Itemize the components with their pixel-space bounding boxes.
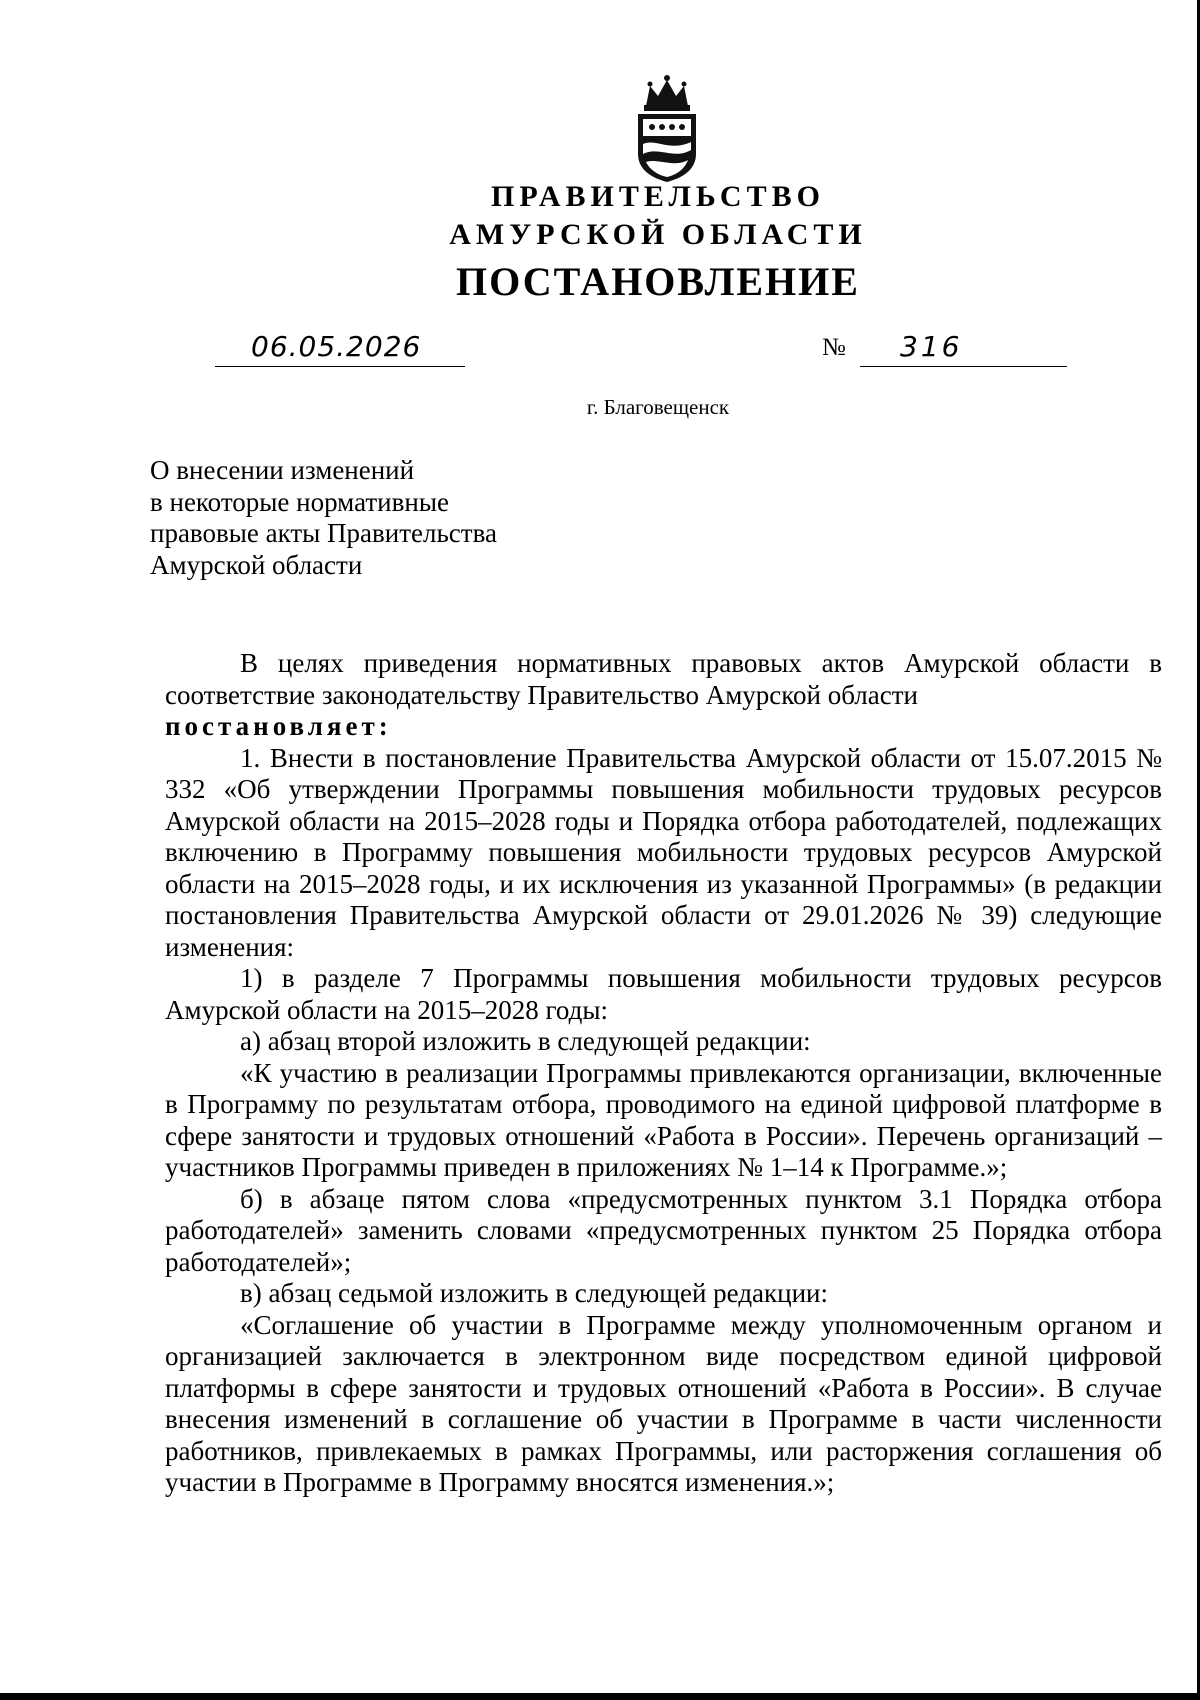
city-name: г. Благовещенск xyxy=(586,395,730,419)
date-field xyxy=(215,330,465,367)
resolves-keyword: постановляет: xyxy=(165,711,392,741)
org-name-line2: АМУРСКОЙ ОБЛАСТИ xyxy=(449,218,867,251)
subject-line: в некоторые нормативные xyxy=(150,486,449,517)
document-subject xyxy=(150,455,497,581)
paragraph-1-1: 1) в разделе 7 Программы повышения мобильности трудовых ресурсов Амурской области на 2015–2028 годы: xyxy=(165,963,1162,1025)
subparagraph-a: а) абзац второй изложить в следующей редакции: xyxy=(240,1026,811,1056)
subparagraph-v: в) абзац седьмой изложить в следующей редакции: xyxy=(240,1278,829,1308)
org-name-line1: ПРАВИТЕЛЬСТВО xyxy=(491,180,825,213)
document-body xyxy=(165,648,1162,1499)
subject-line: Амурской области xyxy=(150,549,363,580)
page-edge-bottom xyxy=(0,1693,1200,1700)
number-field xyxy=(860,330,1067,367)
handwritten-date: 06.05.2026 xyxy=(251,330,422,363)
quote-v: «Соглашение об участии в Программе между уполномоченным органом и организацией заключается в электронном виде посредством единой цифровой платформы в сфере занятости и трудовых отношений «Работа в России». В случае внесения изменений в соглашение об участии в Программе в части численности работников, привлекаемых в рамках Программы, или расторжения соглашения об участии в Программе в Программу вносятся изменения.»; xyxy=(165,1309,1162,1497)
number-sign: № xyxy=(822,334,846,361)
preamble-paragraph: В целях приведения нормативных правовых актов Амурской области в соответствие законодательству Правительство Амурской области xyxy=(165,648,1162,710)
quote-a: «К участию в реализации Программы привлекаются организации, включенные в Программу по результатам отбора, проводимого на единой цифровой платформе в сфере занятости и трудовых отношений «Работа в России». Перечень организаций – участников Программы приведен в приложениях № 1–14 к Программе.»; xyxy=(165,1057,1162,1182)
amur-coat-of-arms-icon xyxy=(630,72,704,184)
handwritten-number: 316 xyxy=(900,330,963,363)
document-type-title: ПОСТАНОВЛЕНИЕ xyxy=(456,259,860,304)
subparagraph-b: б) в абзаце пятом слова «предусмотренных пунктом 3.1 Порядка отбора работодателей» заменить словами «предусмотренных пунктом 25 Порядка отбора работодателей»; xyxy=(165,1183,1162,1277)
subject-line: О внесении изменений xyxy=(150,455,415,485)
paragraph-1: 1. Внести в постановление Правительства Амурской области от 15.07.2015 № 332 «Об утверждении Программы повышения мобильности трудовых ресурсов Амурской области на 2015–2028 годы и Порядка отбора работодателей, подлежащих включению в Программу повышения мобильности трудовых ресурсов Амурской области на 2015–2028 годы, и их исключения из указанной Программы» (в редакции постановления Правительства Амурской области от 29.01.2026 № 39) следующие изменения: xyxy=(165,742,1162,962)
subject-line: правовые акты Правительства xyxy=(150,518,497,548)
